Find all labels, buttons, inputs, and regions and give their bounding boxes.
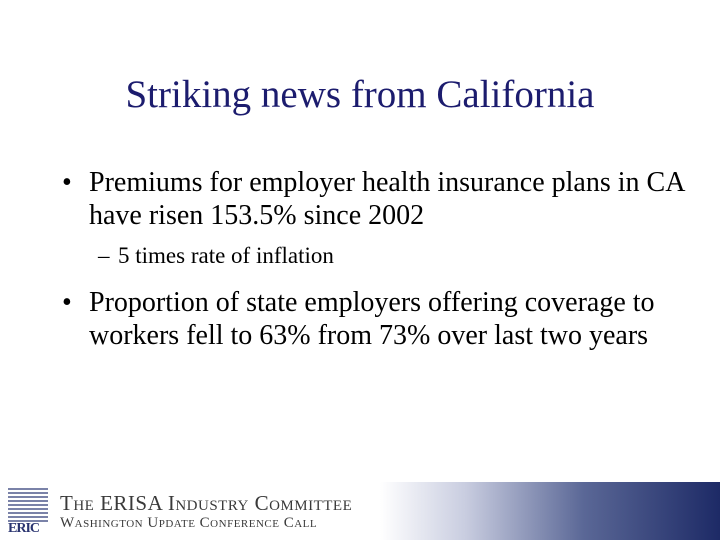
bullet-list (62, 166, 692, 352)
footer (0, 482, 720, 540)
sub-bullet-marker: – (98, 243, 110, 268)
logo-text: ERIC (8, 521, 40, 536)
organization-name: The ERISA Industry Committee (60, 491, 353, 515)
slide-title: Striking news from California (125, 73, 595, 116)
logo-stripes-icon (8, 488, 48, 522)
sub-bullet-item (98, 242, 692, 270)
eric-logo (8, 488, 48, 536)
bullet-item (62, 286, 692, 352)
footer-gradient-bar (380, 482, 720, 540)
bullet-item (62, 166, 692, 232)
organization-subtitle: Washington Update Conference Call (60, 515, 318, 531)
bullet-text: Premiums for employer health insurance plans in CA have risen 153.5% since 2002 (89, 167, 684, 231)
bullet-text: Proportion of state employers offering coverage to workers fell to 63% from 73% over last two years (89, 287, 655, 351)
bullet-marker: • (62, 167, 72, 198)
sub-bullet-text: 5 times rate of inflation (118, 243, 334, 268)
bullet-marker: • (62, 287, 72, 318)
